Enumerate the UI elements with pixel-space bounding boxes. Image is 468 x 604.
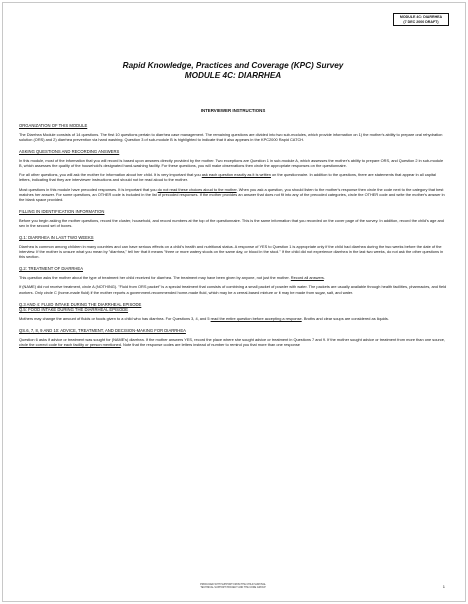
underlined-text: circle the correct code for each facility or person mentioned <box>19 341 121 347</box>
text-run: on the questionnaire. In addition to the questions, there are statements that appear in all capital letters, indicating that they are interviewer instructions and should not be read aloud to the mother. <box>19 172 436 183</box>
module-title: MODULE 4C: DIARRHEA <box>184 71 282 80</box>
text-run: Question 6 asks if advice or treatment was sought for (NAME's) diarrhea. If the mother answers YES, record the place where she sought advice or treatment in Questions 7 and 9. If the mother sought advice or treatment from more than one source, <box>19 336 446 342</box>
paragraph-q2-2: If (NAME) did not receive treatment, circle A (NOTHING). "Fluid from ORS packet" is a special treatment that consists of combining a small packet of powder with water. The packets are usually available through health facilities, pharmacies, and field workers. Only circle C (home-made fluid) if the mother reports a government-recommended home-made fluid, which may be a cereal-based mixture or it may be made from sugar, salt, and water. <box>19 284 447 295</box>
section-heading-q1: Q.1: DIARRHEA IN LAST TWO WEEKS <box>19 235 94 241</box>
underlined-text: do not read these choices aloud to the mother <box>157 186 237 192</box>
paragraph-q6 <box>19 337 447 347</box>
text-run: . <box>323 275 325 281</box>
section-heading-q2: Q.2: TREATMENT OF DIARRHEA <box>19 266 83 272</box>
text-run: This question asks the mother about the type of treatment her child received for diarrhea. The treatment may have been given by anyone, not just the mother. <box>19 275 291 281</box>
section-heading-identification: FILLING IN IDENTIFICATION INFORMATION <box>19 208 105 214</box>
paragraph-q1: Diarrhea is common among children in many countries and can have serious effects on a child's health and nutritional status. A response of YES to Question 1 is appropriate only if the child had diarrhea during the two weeks before the date of the interview. If the mother is unsure what you mean by "diarrhea," tell her that it means "three or more watery stools on the same day, or blood in the stool." If the child did not experience diarrhea in the last two weeks, do not ask the other questions in this section. <box>19 244 444 260</box>
paragraph-asking-2 <box>19 172 447 182</box>
underlined-text: Record all answers <box>290 275 324 281</box>
text-run: . When you ask a question, you should listen to the mother's response then circle the code next to the category that best matches her answer. For some questions, an OTHER code is included in the list of precoded responses. If the mother provides an answer that does not fit into any of the precoded categories, circle the OTHER code and write the mother's answer in the blank space provided. <box>19 186 445 202</box>
text-run: . Broths and clear soups are considered as liquids. <box>301 315 389 321</box>
paragraph-organization: The Diarrhea Module consists of 14 questions. The first 10 questions pertain to diarrhea case management. The remaining questions are divided into two sub-modules, which provide information on 1) the mother's ability to prepare oral rehydration solution (ORS) and 2) diarrhea prevention via hand washing. Question 3 of sub-module B is highlighted to indicate that it also appears in the KPC2000 Rapid CATCH. <box>19 132 443 143</box>
text-run: . Note that the response codes are letters instead of number to remind you that more than one response <box>120 341 300 347</box>
section-heading-q5: Q.5: FOOD INTAKE DURING THE DIARRHEAL EPISODE <box>19 306 129 312</box>
document-page <box>13 11 453 595</box>
paragraph-asking-3 <box>19 187 447 202</box>
instructions-heading: INTERVIEWER INSTRUCTIONS <box>200 108 266 113</box>
section-heading-q34: Q.3 AND 4: FLUID INTAKE DURING THE DIARRHEAL EPISODE <box>19 301 142 307</box>
text-run: Most questions in this module have precoded responses. It is important that you <box>19 186 158 192</box>
section-heading-asking: ASKING QUESTIONS AND RECORDING ANSWERS <box>19 149 120 155</box>
paragraph-identification: Before you begin asking the mother questions, record the cluster, household, and record numbers at the top of the questionnaire. This is the same information that you recorded on the cover page of the survey. In addition, record the child's age and sex in the second set of boxes. <box>19 217 444 228</box>
underlined-text: read the entire question before accepting a response <box>210 315 302 321</box>
underlined-text: ask each question exactly as it is written <box>201 172 271 178</box>
section-heading-organization: ORGANIZATION OF THIS MODULE <box>19 123 88 128</box>
section-heading-q6-10: QS.6, 7, 8, 9 AND 10: ADVICE, TREATMENT, AND DECISION-MAKING FOR DIARRHEA <box>19 327 186 333</box>
module-stamp <box>393 13 449 26</box>
text-run: For all other questions, you will ask the mother for information about her child. It is very important that you <box>19 172 202 178</box>
paragraph-q2-1 <box>19 275 447 280</box>
title-block <box>13 61 453 81</box>
document-body <box>19 123 447 347</box>
paragraph-asking-1: In this module, most of the information that you will record is based upon answers directly provided by the mother. Two exceptions are Question 1 in sub-module A, which assesses the mother's ability to prepare ORS, and Question 2 in sub-module B, which assesses the quality of the household's designated hand-washing facility. For these questions, you will make observations then circle the appropriate responses on the questionnaire. <box>19 158 444 169</box>
stamp-date: (7 DEC 2000 DRAFT) <box>403 19 439 24</box>
survey-title: Rapid Knowledge, Practices and Coverage (KPC) Survey <box>122 61 344 70</box>
footer-line: PRODUCED WITH SUPPORT FROM THE CHILD SURVIVAL <box>200 583 266 586</box>
stamp-module: MODULE 4C: DIARRHEA <box>399 15 443 19</box>
page-number: 1 <box>442 584 445 589</box>
document-frame <box>2 2 466 602</box>
paragraph-q34 <box>19 316 447 321</box>
text-run: Mothers may change the amount of fluids or foods given to a child who has diarrhea. For Questions 3, 4, and 5 <box>19 315 211 321</box>
footer-line: TECHNICAL SUPPORT PROJECT AND THE CORE GROUP <box>200 586 266 589</box>
page-footer <box>13 583 453 589</box>
